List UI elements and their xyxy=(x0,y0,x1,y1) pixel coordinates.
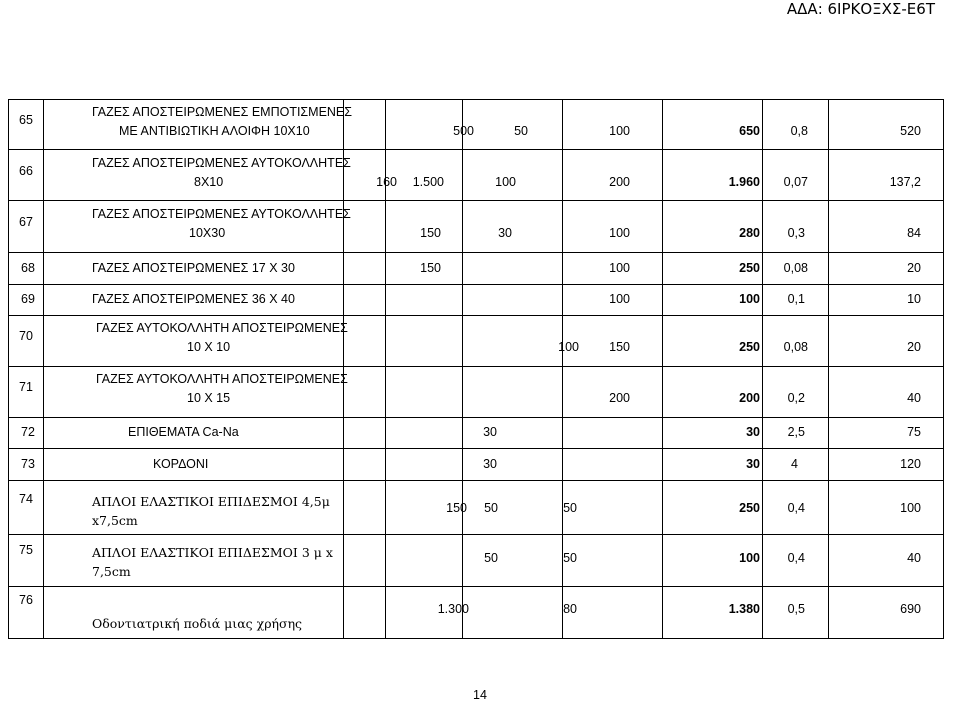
qty-col4: 100 xyxy=(609,226,630,240)
item-description: ΕΠΙΘΕΜΑΤΑ Ca-Na xyxy=(128,425,239,439)
qty-col2: 30 xyxy=(483,457,497,471)
item-description: ΓΑΖΕΣ ΑΥΤΟΚΟΛΛΗΤΗ ΑΠΟΣΤΕΙΡΩΜΕΝΕΣ xyxy=(96,321,348,335)
table-row xyxy=(9,481,944,535)
row-number: 69 xyxy=(21,292,35,306)
item-description: ΓΑΖΕΣ ΑΠΟΣΤΕΙΡΩΜΕΝΕΣ ΑΥΤΟΚΟΛΛΗΤΕΣ xyxy=(92,156,351,170)
unit-price: 0,5 xyxy=(787,602,805,616)
item-description: ΓΑΖΕΣ ΑΠΟΣΤΕΙΡΩΜΕΝΕΣ ΑΥΤΟΚΟΛΛΗΤΕΣ xyxy=(92,207,351,221)
qty-col2: 1.500 xyxy=(412,175,444,189)
item-description: ΑΠΛΟΙ ΕΛΑΣΤΙΚΟΙ ΕΠΙΔΕΣΜΟΙ 4,5μ xyxy=(92,494,330,509)
row-number: 70 xyxy=(19,329,33,343)
qty-col2: 1.300 xyxy=(437,602,469,616)
qty-col4: 150 xyxy=(609,340,630,354)
item-description: ΚΟΡΔΟΝΙ xyxy=(153,457,209,471)
item-description: ΓΑΖΕΣ ΑΠΟΣΤΕΙΡΩΜΕΝΕΣ 36 Χ 40 xyxy=(92,292,295,306)
qty-col2: 150 xyxy=(420,226,441,240)
qty-col4: 100 xyxy=(609,124,630,138)
table-row xyxy=(9,253,944,285)
qty-col4: 200 xyxy=(609,391,630,405)
qty-col1: 160 xyxy=(376,175,397,189)
total-qty: 100 xyxy=(739,551,760,565)
supplies-table xyxy=(8,99,944,639)
unit-price: 0,4 xyxy=(787,501,805,515)
total-qty: 280 xyxy=(739,226,760,240)
item-description: 10Χ30 xyxy=(189,226,226,240)
total-cost: 120 xyxy=(900,457,921,471)
table-row xyxy=(9,150,944,201)
unit-price: 0,4 xyxy=(787,551,805,565)
item-description: ΜΕ ΑΝΤΙΒΙΩΤΙΚΗ ΑΛΟΙΦΗ 10Χ10 xyxy=(119,124,310,138)
total-qty: 30 xyxy=(746,457,760,471)
row-number: 73 xyxy=(21,457,35,471)
table-row xyxy=(9,316,944,367)
qty-col3: 100 xyxy=(558,340,579,354)
table-row xyxy=(9,285,944,316)
total-qty: 250 xyxy=(739,261,760,275)
item-description: 10 Χ 15 xyxy=(187,391,231,405)
table-row xyxy=(9,587,944,639)
qty-col4: 200 xyxy=(609,175,630,189)
qty-col4: 50 xyxy=(563,501,577,515)
page-number: 14 xyxy=(473,688,487,702)
unit-price: 2,5 xyxy=(787,425,805,439)
table-row xyxy=(9,449,944,481)
qty-col2: 150 xyxy=(446,501,467,515)
total-qty: 1.380 xyxy=(728,602,760,616)
total-cost: 100 xyxy=(900,501,921,515)
qty-col2: 30 xyxy=(483,425,497,439)
total-cost: 75 xyxy=(907,425,921,439)
item-description: ΑΠΛΟΙ ΕΛΑΣΤΙΚΟΙ ΕΠΙΔΕΣΜΟΙ 3 μ x xyxy=(92,545,333,560)
total-qty: 1.960 xyxy=(728,175,760,189)
qty-col3: 50 xyxy=(514,124,528,138)
qty-col3: 30 xyxy=(498,226,512,240)
qty-col2: 500 xyxy=(453,124,474,138)
total-cost: 20 xyxy=(907,340,921,354)
row-number: 76 xyxy=(19,593,33,607)
total-cost: 137,2 xyxy=(889,175,921,189)
table-row xyxy=(9,100,944,150)
item-description: Οδοντιατρική ποδιά μιας χρήσης xyxy=(92,616,303,631)
total-qty: 650 xyxy=(739,124,760,138)
unit-price: 0,07 xyxy=(783,175,808,189)
total-cost: 40 xyxy=(907,551,921,565)
item-description: 7,5cm xyxy=(92,564,131,579)
qty-col3: 50 xyxy=(484,551,498,565)
row-number: 65 xyxy=(19,113,33,127)
item-description: x7,5cm xyxy=(92,513,138,528)
item-description: 8Χ10 xyxy=(194,175,224,189)
table-row xyxy=(9,201,944,253)
row-number: 74 xyxy=(19,492,33,506)
row-number: 72 xyxy=(21,425,35,439)
unit-price: 0,8 xyxy=(790,124,808,138)
qty-col4: 100 xyxy=(609,292,630,306)
total-cost: 690 xyxy=(900,602,921,616)
qty-col3: 50 xyxy=(484,501,498,515)
total-qty: 200 xyxy=(739,391,760,405)
total-cost: 520 xyxy=(900,124,921,138)
row-number: 68 xyxy=(21,261,35,275)
total-cost: 20 xyxy=(907,261,921,275)
item-description: ΓΑΖΕΣ ΑΥΤΟΚΟΛΛΗΤΗ ΑΠΟΣΤΕΙΡΩΜΕΝΕΣ xyxy=(96,372,348,386)
item-description: 10 Χ 10 xyxy=(187,340,231,354)
row-number: 75 xyxy=(19,543,33,557)
total-cost: 84 xyxy=(907,226,921,240)
total-qty: 100 xyxy=(739,292,760,306)
unit-price: 0,3 xyxy=(787,226,805,240)
total-qty: 250 xyxy=(739,501,760,515)
qty-col2: 150 xyxy=(420,261,441,275)
total-qty: 30 xyxy=(746,425,760,439)
table-row xyxy=(9,535,944,587)
unit-price: 0,08 xyxy=(783,340,808,354)
item-description: ΓΑΖΕΣ ΑΠΟΣΤΕΙΡΩΜΕΝΕΣ 17 Χ 30 xyxy=(92,261,295,275)
qty-col4: 80 xyxy=(563,602,577,616)
unit-price: 0,2 xyxy=(787,391,805,405)
row-number: 67 xyxy=(19,215,33,229)
unit-price: 4 xyxy=(791,457,798,471)
total-qty: 250 xyxy=(739,340,760,354)
unit-price: 0,1 xyxy=(787,292,805,306)
qty-col4: 50 xyxy=(563,551,577,565)
unit-price: 0,08 xyxy=(783,261,808,275)
row-number: 66 xyxy=(19,164,33,178)
table-row xyxy=(9,367,944,418)
total-cost: 10 xyxy=(907,292,921,306)
document-code: ΑΔΑ: 6ΙΡΚΟΞΧΣ-Ε6Τ xyxy=(786,0,935,18)
item-description: ΓΑΖΕΣ ΑΠΟΣΤΕΙΡΩΜΕΝΕΣ ΕΜΠΟΤΙΣΜΕΝΕΣ xyxy=(92,105,352,119)
qty-col4: 100 xyxy=(609,261,630,275)
row-number: 71 xyxy=(19,380,33,394)
table-row xyxy=(9,418,944,449)
total-cost: 40 xyxy=(907,391,921,405)
qty-col3: 100 xyxy=(495,175,516,189)
